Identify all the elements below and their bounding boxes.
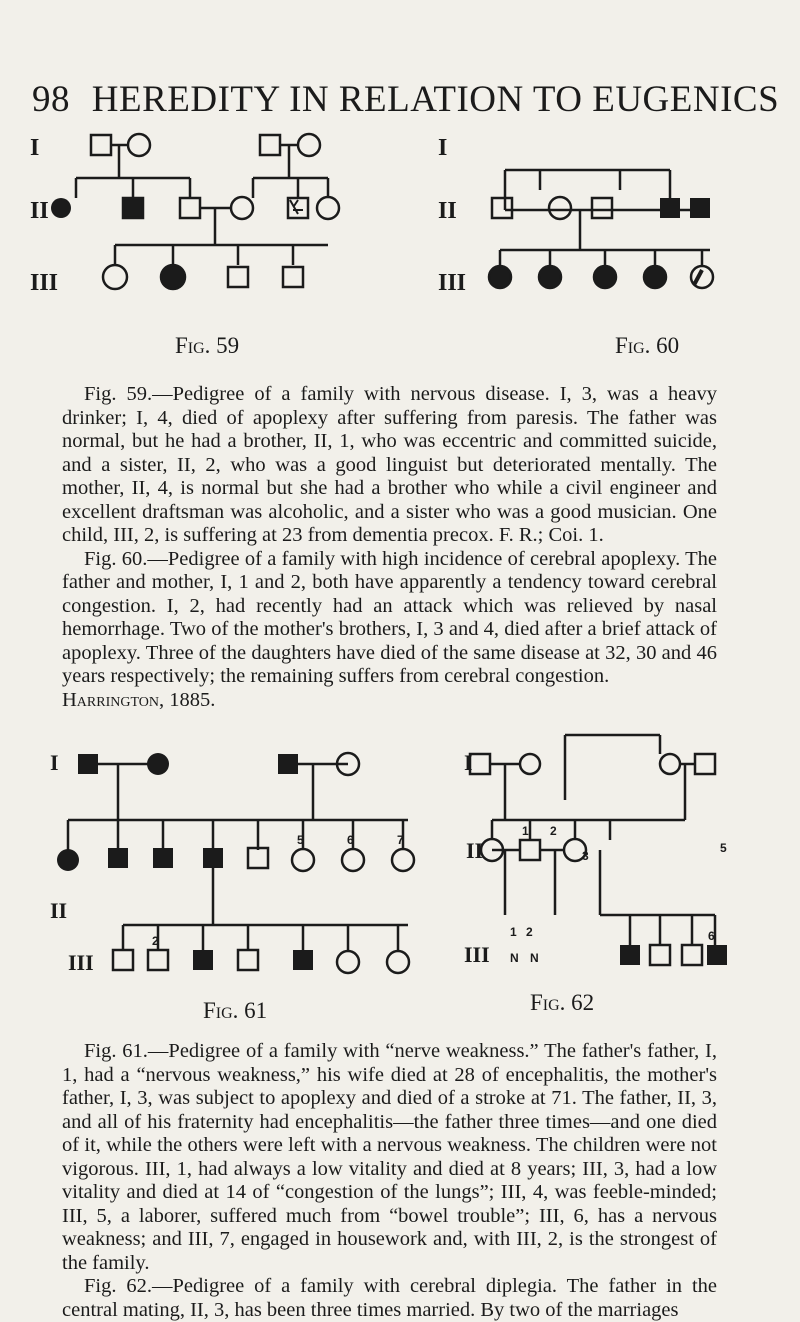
- fig62-num-N1: N: [510, 951, 519, 965]
- fig59-gen-II: II: [30, 198, 49, 224]
- fig61-gen-II: II: [50, 898, 68, 923]
- pedigree-fig-60: [430, 130, 770, 365]
- caption-fig-61: Fig. 61.—Pedigree of a family with “nerve weakness.” The father's father, I, 1, had a “nervous weakness,” his wife died at 28 of encephalitis, the mother's father, I, 3, was subject to apoplexy and died of a stroke at 71. The father, II, 3, and all of his fraternity had encephalitis—the father three times—and one died of it, while the others were left with a nervous weakness. The children were not vigorous. III, 1, had always a low vitality and died at 8 years; III, 3, had a low vitality and died at 14 of “congestion of the lungs”; III, 4, was feeble-minded; III, 5, a laborer, suffered much from “bowel trouble”; III, 6, has a nervous weakness; and III, 7, engaged in housework and, with III, 2, is the strongest of the family.: [62, 1040, 717, 1274]
- fig-59-label: Fig. 59: [175, 333, 240, 358]
- fig62-gen-III: III: [464, 942, 490, 967]
- caption-fig-60: Fig. 60.—Pedigree of a family with high incidence of cerebral apoplexy. The father and mother, I, 1 and 2, both have apparently a tendency toward cerebral congestion. I, 2, had recently had an attack which was relieved by nasal hemorrhage. Two of the mother's brothers, I, 3 and 4, died after a brief attack of apoplexy. Three of the daughters have died of the same disease at 32, 30 and 46 years respectively; the remaining suffers from cerebral congestion.: [62, 547, 717, 687]
- fig62-num-1b: 1: [510, 925, 517, 939]
- fig-62-label: Fig. 62: [530, 990, 595, 1015]
- pedigree-fig-59: [28, 130, 368, 365]
- fig62-num-2b: 2: [526, 925, 533, 939]
- page-number: 98: [32, 79, 70, 120]
- fig61-gen-III: III: [68, 950, 94, 975]
- fig62-num-2: 2: [550, 824, 557, 838]
- running-title: HEREDITY IN RELATION TO EUGENICS: [91, 79, 780, 120]
- fig62-gen-I: I: [464, 750, 473, 775]
- fig62-num-5: 5: [720, 841, 727, 855]
- pedigree-fig-61: [48, 740, 468, 1050]
- fig60-gen-III: III: [438, 270, 467, 296]
- running-header: [32, 78, 779, 121]
- fig60-gen-I: I: [438, 135, 448, 161]
- caption-fig-62: Fig. 62.—Pedigree of a family with cerebral diplegia. The father in the central mating, II, 3, has been three times married. By two of the marriages: [62, 1275, 717, 1321]
- fig61-num-7: 7: [397, 833, 404, 847]
- fig62-num-3: 3: [582, 849, 589, 863]
- fig61-num-6: 6: [347, 833, 354, 847]
- pedigree-62-chart: [464, 740, 770, 1050]
- fig59-gen-I: I: [30, 135, 40, 161]
- fig62-num-6: 6: [708, 929, 715, 943]
- caption-fig-59: Fig. 59.—Pedigree of a family with nervous disease. I, 3, was a heavy drinker; I, 4, died of apoplexy after suffering from paresis. The father was normal, but he had a brother, II, 1, who was eccentric and committed suicide, and a sister, II, 2, who was a good linguist but deteriorated mentally. The mother, II, 4, is normal but she had a brother who while a civil engineer and excellent draftsman was alcoholic, and a sister who was a good musician. One child, III, 2, is suffering at 23 from dementia precox. F. R.; Coi. 1.: [62, 383, 717, 546]
- fig61-gen-I: I: [50, 750, 59, 775]
- fig60-gen-II: II: [438, 198, 457, 224]
- fig61-num-2: 2: [152, 934, 159, 948]
- fig62-num-1: 1: [522, 824, 529, 838]
- caption-fig-61-62: [62, 1040, 717, 1322]
- fig59-gen-III: III: [30, 270, 59, 296]
- pedigree-59-chart: [28, 130, 368, 365]
- pedigree-60-chart: [430, 130, 770, 365]
- pedigree-fig-62: [464, 740, 770, 1050]
- fig61-num-5: 5: [297, 833, 304, 847]
- fig62-gen-II: II: [466, 838, 484, 863]
- fig-60-label: Fig. 60: [615, 333, 680, 358]
- fig-61-label: Fig. 61: [203, 998, 268, 1023]
- caption-fig-60-citation: Harrington, 1885.: [62, 688, 216, 711]
- fig62-num-N2: N: [530, 951, 539, 965]
- caption-fig-59-60: [62, 383, 717, 712]
